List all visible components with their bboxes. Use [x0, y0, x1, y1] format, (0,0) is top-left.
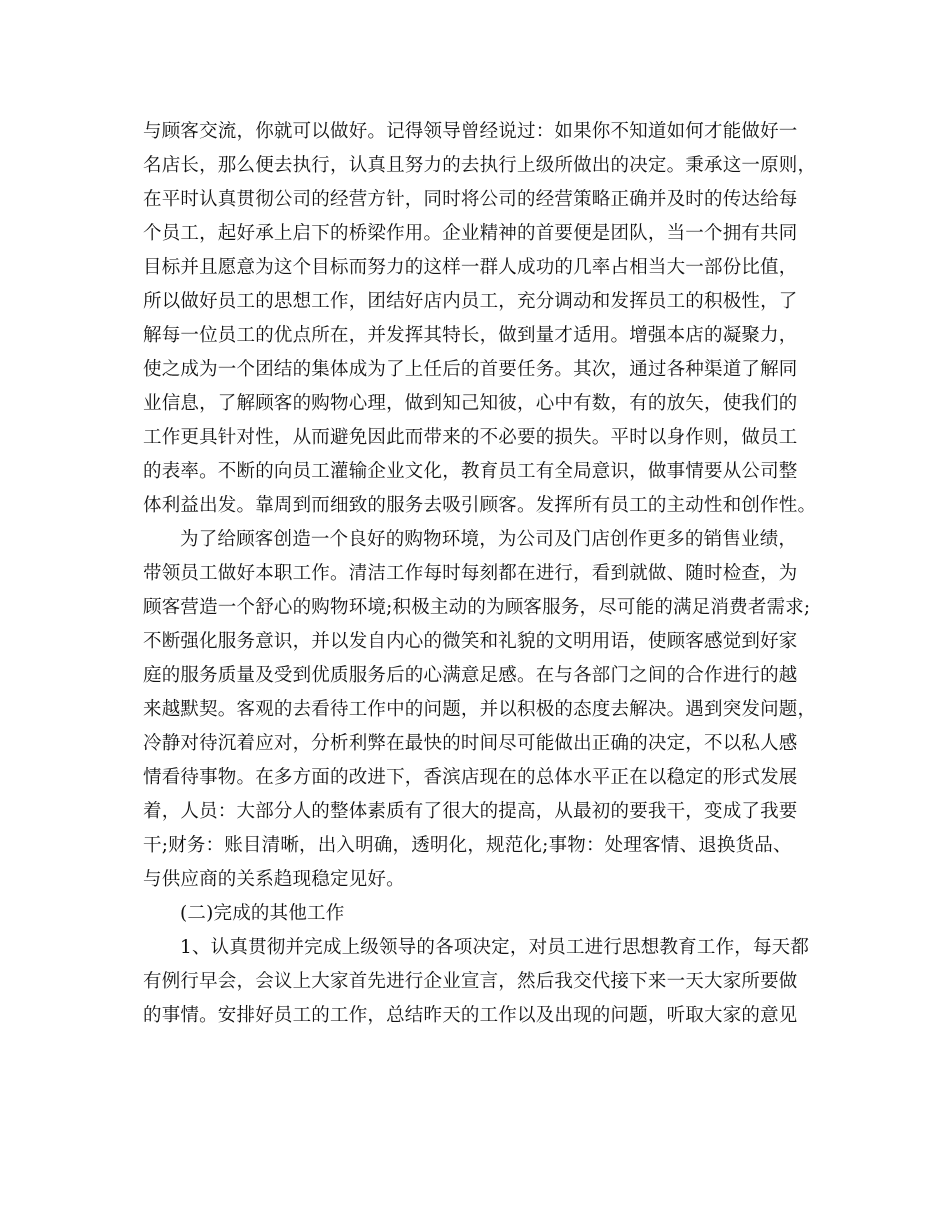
text-line: 为了给顾客创造一个良好的购物环境，为公司及门店创作更多的销售业绩， [180, 529, 798, 550]
text-line: 带领员工做好本职工作。清洁工作每时每刻都在进行，看到就做、随时检查，为 [143, 563, 798, 584]
section-heading-block [143, 897, 823, 931]
text-line: 解每一位员工的优点所在，并发挥其特长，做到量才适用。增强本店的凝聚力， [143, 325, 798, 346]
text-line: 所以做好员工的思想工作，团结好店内员工，充分调动和发挥员工的积极性，了 [143, 291, 798, 312]
text-line: 来越默契。客观的去看待工作中的问题，并以积极的态度去解决。遇到突发问题， [143, 699, 817, 720]
text-line: 1、认真贯彻并完成上级领导的各项决定，对员工进行思想教育工作，每天都 [180, 937, 810, 958]
text-line: 目标并且愿意为这个目标而努力的这样一群人成功的几率占相当大一部份比值， [143, 257, 798, 278]
text-line: 庭的服务质量及受到优质服务后的心满意足感。在与各部门之间的合作进行的越 [143, 665, 798, 686]
text-line: 不断强化服务意识，并以发自内心的微笑和礼貌的文明用语，使顾客感觉到好家 [143, 631, 798, 652]
text-line: 与供应商的关系趋现稳定见好。 [143, 869, 405, 890]
paragraph-3 [143, 931, 823, 1033]
text-line: 体利益出发。靠周到而细致的服务去吸引顾客。发挥所有员工的主动性和创作性。 [143, 495, 817, 516]
text-line: 在平时认真贯彻公司的经营方针，同时将公司的经营策略正确并及时的传达给每 [143, 189, 798, 210]
text-line: 与顾客交流，你就可以做好。记得领导曾经说过：如果你不知道如何才能做好一 [143, 121, 798, 142]
text-line: 工作更具针对性，从而避免因此而带来的不必要的损失。平时以身作则，做员工 [143, 427, 798, 448]
text-line: 的表率。不断的向员工灌输企业文化，教育员工有全局意识，做事情要从公司整 [143, 461, 798, 482]
text-line: 顾客营造一个舒心的购物环境;积极主动的为顾客服务，尽可能的满足消费者需求; [143, 597, 811, 618]
text-line: 使之成为一个团结的集体成为了上任后的首要任务。其次，通过各种渠道了解同 [143, 359, 798, 380]
text-line: 的事情。安排好员工的工作，总结昨天的工作以及出现的问题，听取大家的意见 [143, 1005, 798, 1026]
text-line: 个员工，起好承上启下的桥梁作用。企业精神的首要便是团队，当一个拥有共同 [143, 223, 798, 244]
text-line: 情看待事物。在多方面的改进下，香滨店现在的总体水平正在以稳定的形式发展 [143, 767, 798, 788]
text-line: 名店长，那么便去执行，认真且努力的去执行上级所做出的决定。秉承这一原则， [143, 155, 817, 176]
paragraph-1 [143, 115, 823, 523]
text-line: 干;财务：账目清晰，出入明确，透明化，规范化;事物：处理客情、退换货品、 [143, 835, 792, 856]
text-line: 业信息，了解顾客的购物心理，做到知己知彼，心中有数，有的放矢，使我们的 [143, 393, 798, 414]
text-line: 有例行早会，会议上大家首先进行企业宣言，然后我交代接下来一天大家所要做 [143, 971, 798, 992]
paragraph-2 [143, 523, 823, 897]
section-heading: (二)完成的其他工作 [180, 903, 345, 924]
text-line: 着，人员：大部分人的整体素质有了很大的提高，从最初的要我干，变成了我要 [143, 801, 798, 822]
text-line: 冷静对待沉着应对，分析利弊在最快的时间尽可能做出正确的决定，不以私人感 [143, 733, 798, 754]
